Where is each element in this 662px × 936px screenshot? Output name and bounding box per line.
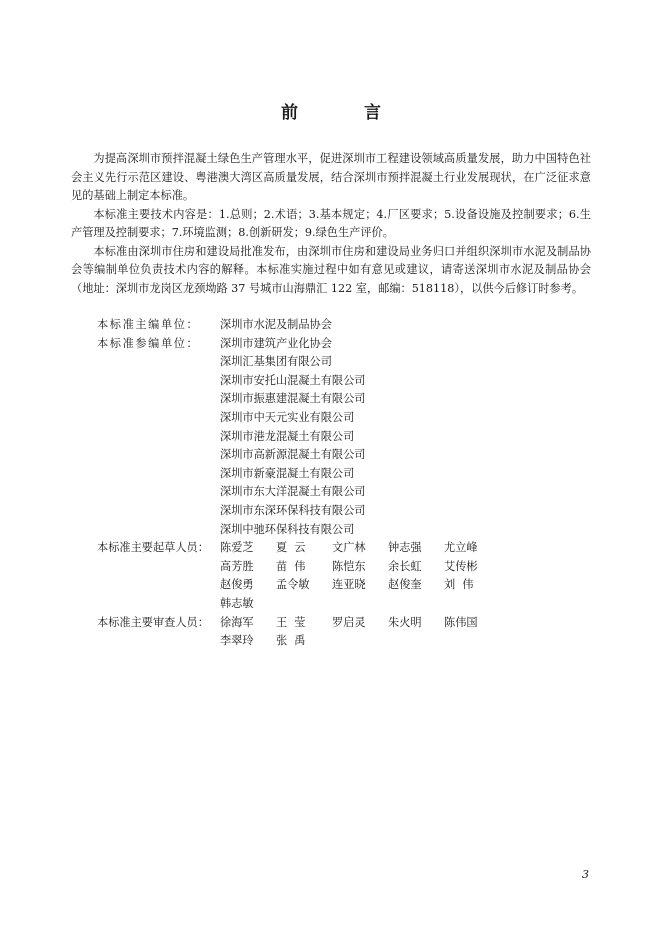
participating-label: 本标准参编单位：	[97, 336, 200, 350]
person-name: 罗启灵	[332, 615, 366, 629]
person-name: 钟志强	[388, 541, 422, 555]
chief-editor-label: 本标准主编单位：	[97, 318, 200, 331]
person-name: 王 莹	[276, 615, 306, 629]
org-name: 深圳市振惠建混凝土有限公司	[220, 392, 366, 406]
reviewers-label: 本标准主要审查人员：	[97, 615, 209, 629]
person-name: 赵俊奎	[388, 578, 422, 592]
org-name: 深圳市中天元实业有限公司	[220, 410, 355, 424]
org-name: 深圳市建筑产业化协会	[220, 336, 332, 350]
drafters-label: 本标准主要起草人员：	[97, 541, 209, 555]
person-name: 陈伟国	[444, 615, 478, 629]
chief-editor-orgs	[220, 316, 332, 335]
person-name: 文广林	[332, 541, 366, 555]
person-name: 韩志敏	[220, 596, 254, 610]
person-name: 李翠玲	[220, 634, 254, 648]
person-name: 张 禹	[276, 634, 306, 648]
paragraph-technical-content: 本标准主要技术内容是：1.总则；2.术语；3.基本规定；4.厂区要求；5.设备设施及控制要求；6.生产管理及控制要求；7.环境监测；8.创新研发；9.绿色生产评价。	[71, 207, 591, 239]
person-name: 高芳胜	[220, 559, 254, 573]
person-name: 余长虹	[388, 559, 422, 573]
person-name: 孟令敏	[276, 578, 310, 592]
person-name: 赵俊勇	[220, 578, 254, 592]
reviewers-names	[220, 614, 500, 651]
org-name: 深圳市水泥及制品协会	[220, 318, 332, 331]
page-number: 3	[582, 868, 589, 881]
paragraph-issuance: 本标准由深圳市住房和建设局批准发布，由深圳市住房和建设局业务归口并组织深圳市水泥及制品协会等编制单位负责技术内容的解释。本标准实施过程中如有意见或建议，请寄送深圳市水泥及制品协会（地址：深圳市龙岗区龙颈坳路 37 号城市山海鼎汇 122 室，邮编：518118），以供今后修订时参考。	[71, 244, 591, 295]
contributors-section	[97, 316, 591, 651]
org-name: 深圳市港龙混凝土有限公司	[220, 429, 355, 443]
person-name: 陈爱芝	[220, 541, 254, 555]
person-name: 刘 伟	[444, 578, 474, 592]
participating-row	[97, 335, 591, 540]
drafters-names	[220, 539, 500, 613]
person-name: 苗 伟	[276, 559, 306, 573]
person-name: 陈恺东	[332, 559, 366, 573]
reviewers-row	[97, 614, 591, 651]
chief-editor-row	[97, 316, 591, 335]
page-title: 前 言	[281, 103, 411, 123]
org-name: 深圳市东大洋混凝土有限公司	[220, 485, 366, 499]
org-name: 深圳汇基集团有限公司	[220, 355, 332, 369]
org-name: 深圳市高新源混凝土有限公司	[220, 448, 366, 462]
org-name: 深圳市安托山混凝土有限公司	[220, 373, 366, 387]
participating-orgs	[220, 335, 365, 540]
person-name: 朱火明	[388, 615, 422, 629]
org-name: 深圳市新豪混凝土有限公司	[220, 466, 355, 480]
person-name: 夏 云	[276, 541, 306, 555]
person-name: 连亚晓	[332, 578, 366, 592]
person-name: 徐海军	[220, 615, 254, 629]
foreword-body	[71, 150, 591, 298]
person-name: 尤立峰	[444, 541, 478, 555]
paragraph-purpose: 为提高深圳市预拌混凝土绿色生产管理水平，促进深圳市工程建设领域高质量发展，助力中国特色社会主义先行示范区建设、粤港澳大湾区高质量发展，结合深圳市预拌混凝土行业发展现状，在广泛征求意见的基础上制定本标准。	[71, 152, 591, 202]
person-name: 艾传彬	[444, 559, 478, 573]
org-name: 深圳中驰环保科技有限公司	[220, 522, 355, 536]
org-name: 深圳市东深环保科技有限公司	[220, 503, 366, 517]
drafters-row	[97, 539, 591, 613]
